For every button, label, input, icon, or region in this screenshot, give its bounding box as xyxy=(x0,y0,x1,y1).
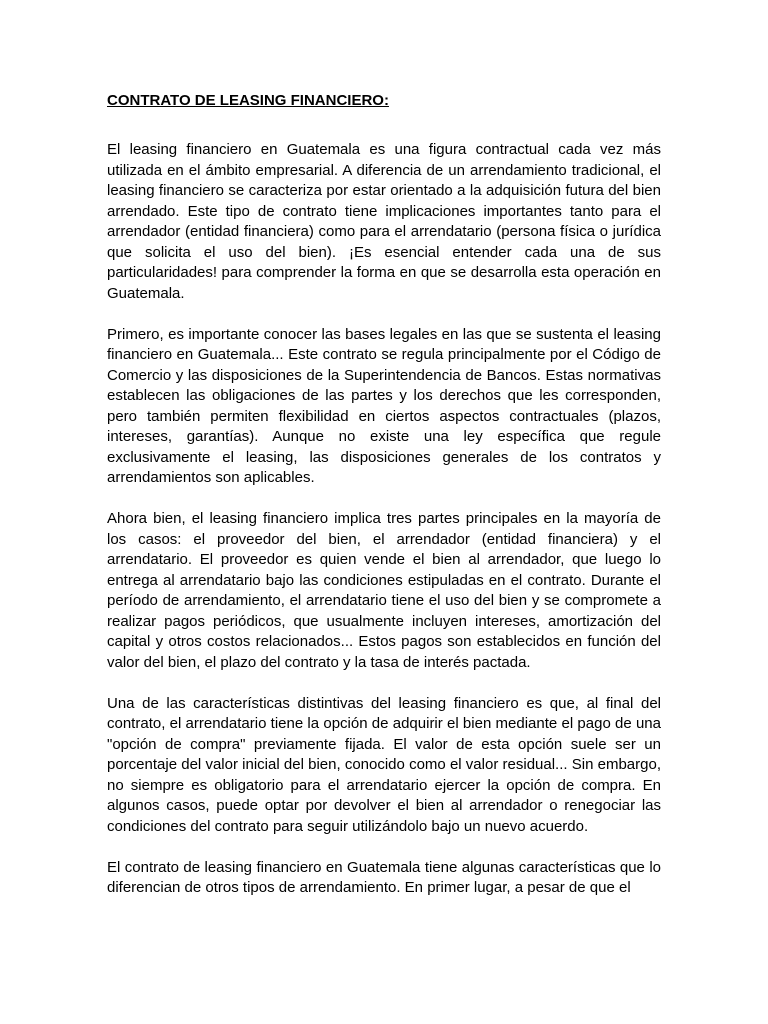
paragraph-intro: El leasing financiero en Guatemala es una figura contractual cada vez más utilizada en el ámbito empresarial. A diferencia de un arrendamiento tradicional, el leasing financiero se caracteriza por estar orientado a la adquisición futura del bien arrendado. Este tipo de contrato tiene implicaciones importantes tanto para el arrendador (entidad financiera) como para el arrendatario (persona física o jurídica que solicita el uso del bien). ¡Es esencial entender cada una de sus particularidades! para comprender la forma en que se desarrolla esta operación en Guatemala. xyxy=(107,141,661,302)
paragraph-parties: Ahora bien, el leasing financiero implica tres partes principales en la mayoría de los casos: el proveedor del bien, el arrendador (entidad financiera) y el arrendatario. El proveedor es quien vende el bien al arrendador, que luego lo entrega al arrendatario bajo las condiciones estipuladas en el contrato. Durante el período de arrendamiento, el arrendatario tiene el uso del bien y se compromete a realizar pagos periódicos, que usualmente incluyen intereses, amortización del capital y otros costos relacionados... Estos pagos son establecidos en función del valor del bien, el plazo del contrato y la tasa de interés pactada. xyxy=(107,510,661,671)
paragraph-purchase-option: Una de las características distintivas del leasing financiero es que, al final del contrato, el arrendatario tiene la opción de adquirir el bien mediante el pago de una "opción de compra" previamente fijada. El valor de esta opción suele ser un porcentaje del valor inicial del bien, conocido como el valor residual... Sin embargo, no siempre es obligatorio para el arrendatario ejercer la opción de compra. En algunos casos, puede optar por devolver el bien al arrendador o renegociar las condiciones del contrato para seguir utilizándolo bajo un nuevo acuerdo. xyxy=(107,694,661,835)
document-title: CONTRATO DE LEASING FINANCIERO: xyxy=(107,92,389,109)
paragraph-characteristics: El contrato de leasing financiero en Guatemala tiene algunas características que lo diferencian de otros tipos de arrendamiento. En primer lugar, a pesar de que el xyxy=(107,858,661,896)
paragraph-legal-bases: Primero, es importante conocer las bases legales en las que se sustenta el leasing financiero en Guatemala... Este contrato se regula principalmente por el Código de Comercio y las disposiciones de la Superintendencia de Bancos. Estas normativas establecen las obligaciones de las partes y los derechos que les corresponden, pero también permiten flexibilidad en ciertos aspectos contractuales (plazos, intereses, garantías). Aunque no existe una ley específica que regule exclusivamente el leasing, las disposiciones generales de los contratos y arrendamientos son aplicables. xyxy=(107,325,661,486)
document-page xyxy=(107,91,661,919)
